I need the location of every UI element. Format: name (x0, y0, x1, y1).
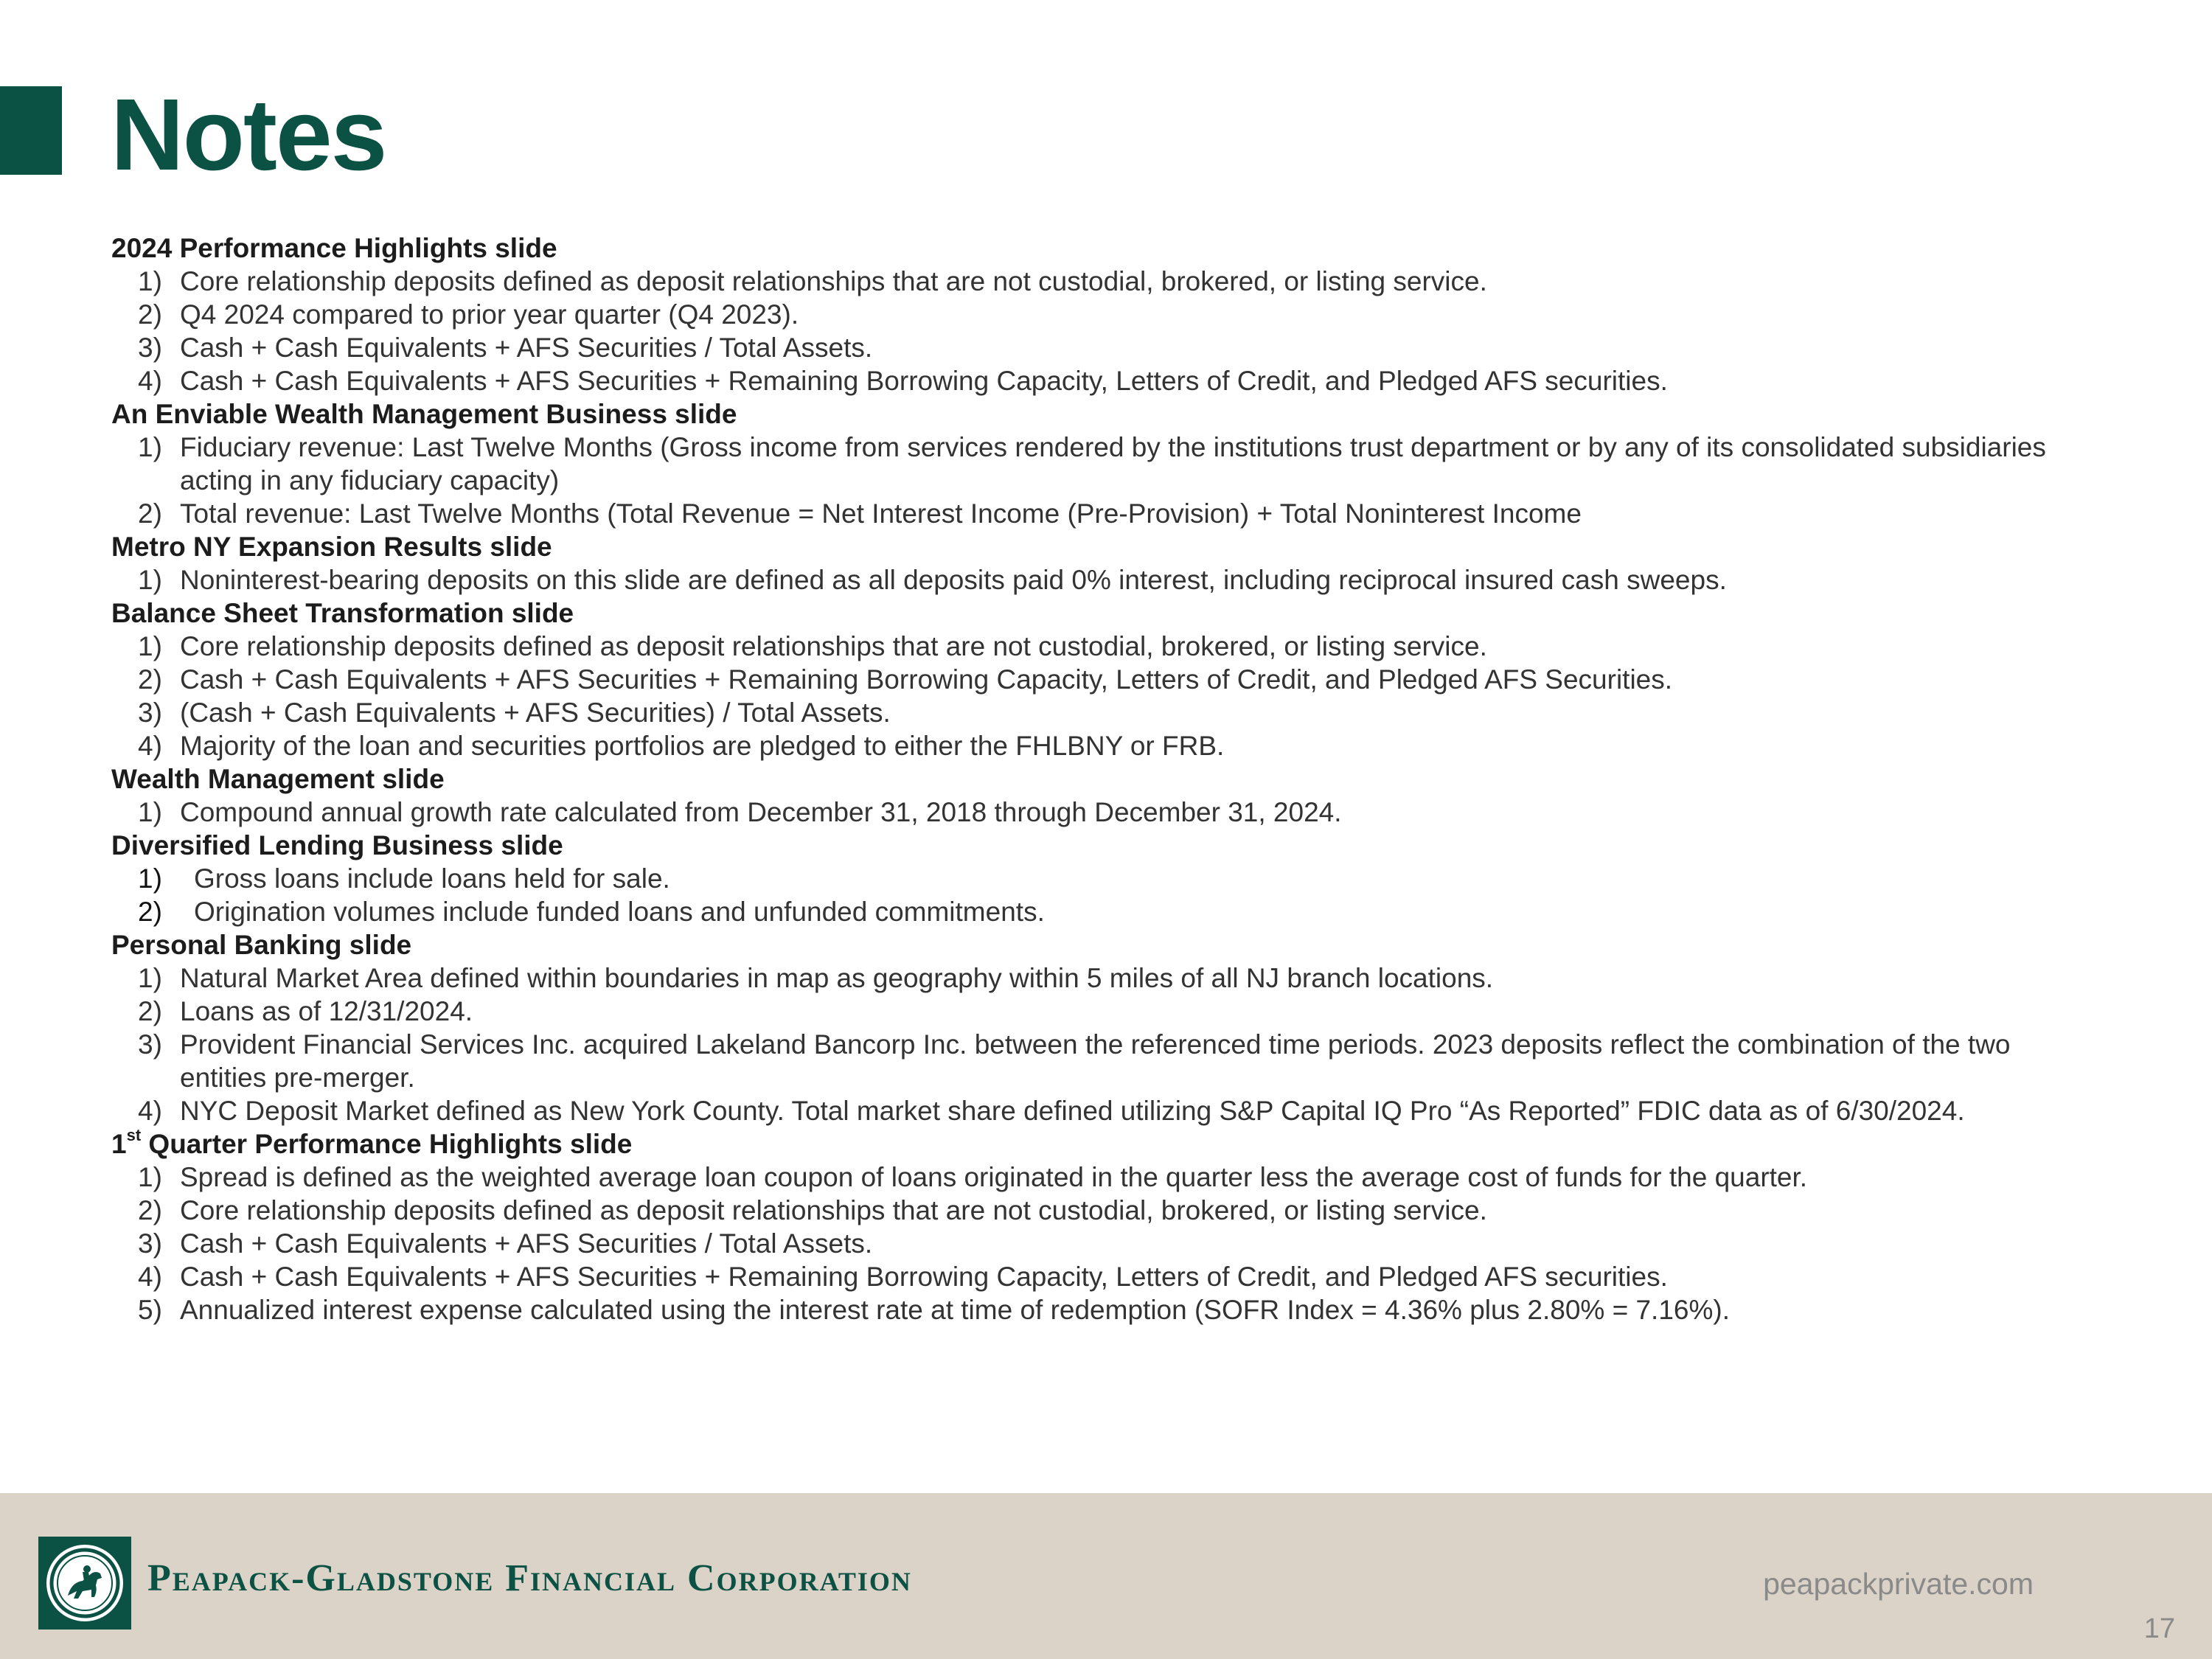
section-heading (111, 829, 2102, 862)
section-heading (111, 762, 2102, 796)
section-heading (111, 597, 2102, 630)
note-number: 1) (138, 863, 162, 894)
note-item (111, 995, 2102, 1028)
note-item (111, 663, 2102, 696)
note-number: 4) (138, 1096, 162, 1126)
note-number: 4) (138, 1262, 162, 1292)
note-item (111, 563, 2102, 597)
note-text: Q4 2024 compared to prior year quarter (Q4 2023). (180, 299, 799, 330)
note-text: Spread is defined as the weighted average loan coupon of loans originated in the quarter less the average cost of funds for the quarter. (180, 1162, 1808, 1192)
note-number: 1) (138, 631, 162, 661)
footer (0, 1493, 2212, 1659)
section-heading-ordinal: st (126, 1125, 142, 1144)
company-logo (38, 1537, 131, 1630)
note-item (111, 1194, 2102, 1227)
note-text: Gross loans include loans held for sale. (194, 863, 670, 894)
note-number: 1) (138, 797, 162, 827)
section-heading (111, 530, 2102, 563)
note-item (111, 630, 2102, 663)
note-item (111, 1227, 2102, 1260)
note-text: Majority of the loan and securities portfolios are pledged to either the FHLBNY or FRB. (180, 731, 1225, 761)
note-text: Cash + Cash Equivalents + AFS Securities + Remaining Borrowing Capacity, Letters of Credit, and Pledged AFS securities. (180, 366, 1668, 396)
note-text: Core relationship deposits defined as deposit relationships that are not custodial, brokered, or listing service. (180, 1195, 1487, 1225)
note-number: 2) (138, 996, 162, 1026)
section-heading-text: Personal Banking slide (111, 930, 412, 960)
note-item (111, 364, 2102, 397)
section-heading-text: Balance Sheet Transformation slide (111, 598, 574, 628)
note-number: 3) (138, 1029, 162, 1060)
note-number: 2) (138, 1195, 162, 1225)
note-number: 1) (138, 432, 162, 462)
note-number: 3) (138, 698, 162, 728)
note-text: Cash + Cash Equivalents + AFS Securities / Total Assets. (180, 333, 873, 363)
note-item (111, 265, 2102, 298)
note-text: Cash + Cash Equivalents + AFS Securities + Remaining Borrowing Capacity, Letters of Credit, and Pledged AFS Securities. (180, 664, 1673, 695)
note-item (111, 895, 2102, 928)
note-item (111, 729, 2102, 762)
note-item (111, 696, 2102, 729)
note-text: Origination volumes include funded loans and unfunded commitments. (194, 897, 1045, 927)
note-number: 1) (138, 963, 162, 993)
note-text: Core relationship deposits defined as deposit relationships that are not custodial, brokered, or listing service. (180, 631, 1487, 661)
note-text: Fiduciary revenue: Last Twelve Months (Gross income from services rendered by the institutions trust department or by any of its consolidated subsidiaries acting in any fiduciary capacity) (180, 432, 2046, 495)
note-number: 5) (138, 1295, 162, 1325)
note-item (111, 1293, 2102, 1326)
note-number: 3) (138, 1228, 162, 1259)
note-item (111, 431, 2102, 497)
section-heading-text: Wealth Management slide (111, 764, 445, 794)
section-heading-text: 2024 Performance Highlights slide (111, 233, 557, 263)
note-number: 1) (138, 1162, 162, 1192)
note-item (111, 1094, 2102, 1127)
note-number: 2) (138, 897, 162, 927)
note-number: 4) (138, 366, 162, 396)
note-number: 2) (138, 664, 162, 695)
note-item (111, 961, 2102, 995)
page-title: Notes (111, 78, 386, 192)
note-text: Total revenue: Last Twelve Months (Total Revenue = Net Interest Income (Pre-Provision) + Total Noninterest Income (180, 498, 1582, 529)
section-heading (111, 397, 2102, 431)
section-heading-text: Quarter Performance Highlights slide (148, 1129, 633, 1159)
title-accent-bar (0, 86, 62, 175)
section-heading-text: Diversified Lending Business slide (111, 830, 563, 860)
section-heading (111, 1127, 2102, 1161)
note-text: Cash + Cash Equivalents + AFS Securities + Remaining Borrowing Capacity, Letters of Credit, and Pledged AFS securities. (180, 1262, 1668, 1292)
note-text: (Cash + Cash Equivalents + AFS Securities) / Total Assets. (180, 698, 891, 728)
note-text: Annualized interest expense calculated using the interest rate at time of redemption (SOFR Index = 4.36% plus 2.80% = 7.16%). (180, 1295, 1730, 1325)
note-number: 4) (138, 731, 162, 761)
note-text: Natural Market Area defined within boundaries in map as geography within 5 miles of all NJ branch locations. (180, 963, 1494, 993)
note-number: 1) (138, 565, 162, 595)
section-heading-prefix: 1 (111, 1129, 127, 1159)
note-item (111, 497, 2102, 530)
note-item (111, 1161, 2102, 1194)
note-item (111, 796, 2102, 829)
note-text: Cash + Cash Equivalents + AFS Securities / Total Assets. (180, 1228, 873, 1259)
company-name: Peapack-Gladstone Financial Corporation (147, 1557, 912, 1599)
note-number: 1) (138, 266, 162, 296)
section-heading-text: Metro NY Expansion Results slide (111, 532, 552, 562)
note-item (111, 331, 2102, 364)
note-number: 2) (138, 498, 162, 529)
note-text: Core relationship deposits defined as deposit relationships that are not custodial, brokered, or listing service. (180, 266, 1487, 296)
note-item (111, 298, 2102, 331)
note-number: 2) (138, 299, 162, 330)
note-text: Provident Financial Services Inc. acquired Lakeland Bancorp Inc. between the referenced time periods. 2023 deposits reflect the combination of the two entities pre-merger. (180, 1029, 2011, 1093)
section-heading (111, 928, 2102, 961)
note-text: NYC Deposit Market defined as New York County. Total market share defined utilizing S&P Capital IQ Pro “As Reported” FDIC data as of 6/30/2024. (180, 1096, 1965, 1126)
horse-rider-seal-icon (38, 1537, 131, 1630)
section-heading-text: An Enviable Wealth Management Business slide (111, 399, 737, 429)
note-text: Loans as of 12/31/2024. (180, 996, 473, 1026)
notes-list (111, 232, 2102, 1326)
note-item (111, 862, 2102, 895)
note-item (111, 1028, 2102, 1094)
note-number: 3) (138, 333, 162, 363)
note-text: Compound annual growth rate calculated from December 31, 2018 through December 31, 2024. (180, 797, 1342, 827)
note-text: Noninterest-bearing deposits on this slide are defined as all deposits paid 0% interest, including reciprocal insured cash sweeps. (180, 565, 1727, 595)
section-heading (111, 232, 2102, 265)
note-item (111, 1260, 2102, 1293)
page-number: 17 (2143, 1613, 2175, 1644)
website-url[interactable]: peapackprivate.com (1763, 1567, 2034, 1601)
